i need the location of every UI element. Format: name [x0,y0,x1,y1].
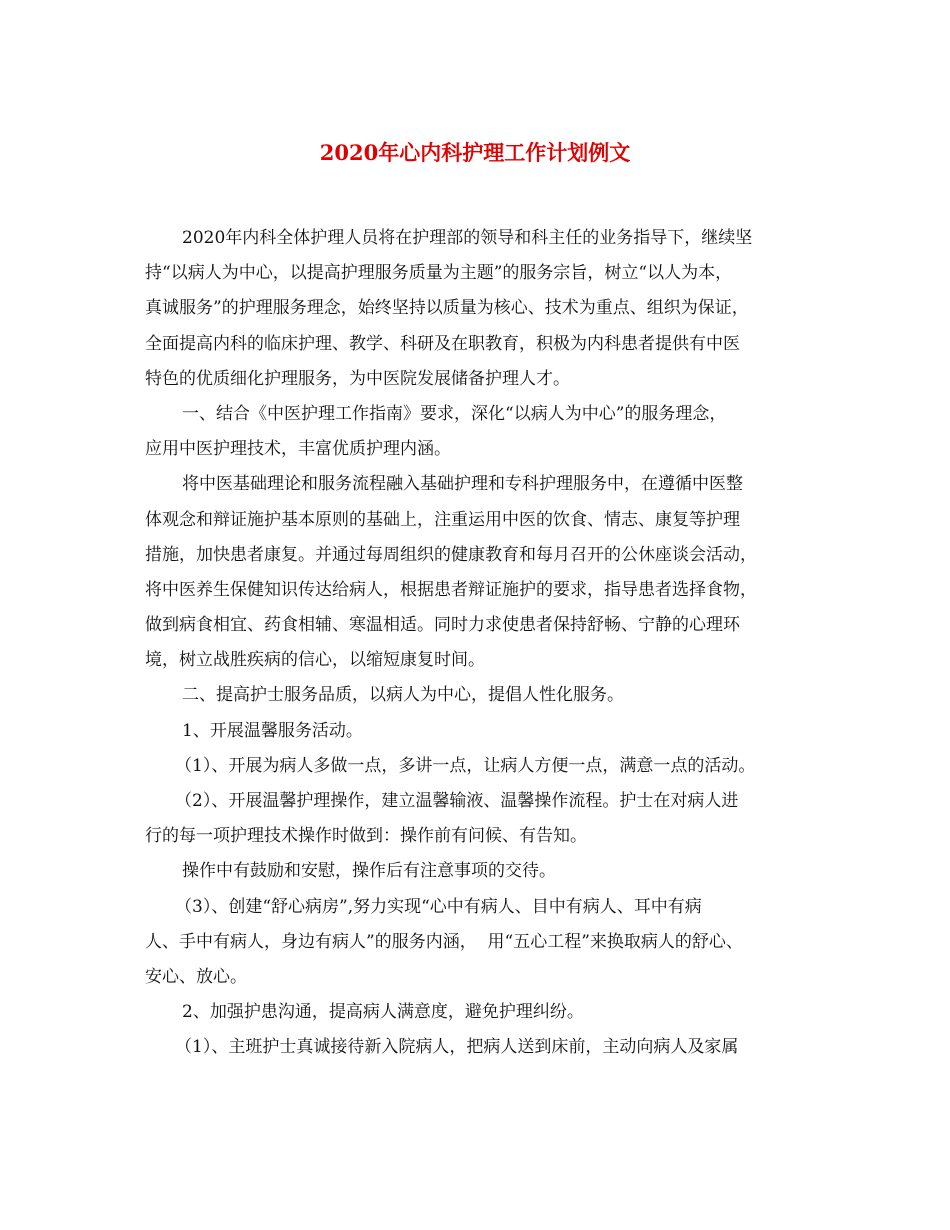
list-item-2 [145,784,815,854]
text-line: 措施，加快患者康复。并通过每周组织的健康教育和每月召开的公休座谈会活动， [145,544,757,565]
text-line: 持“以病人为中心，以提高护理服务质量为主题”的服务宗旨，树立“以人为本， [145,263,733,284]
list-item-4 [145,1030,815,1065]
paragraph-intro [145,221,815,397]
section-heading-2 [145,678,815,713]
paragraph-tcm-nursing [145,467,815,678]
text-line: 二、提高护士服务品质，以病人为中心，提倡人性化服务。 [182,685,624,706]
text-line: 真诚服务”的护理服务理念，始终坚持以质量为核心、技术为重点、组织为保证， [145,298,749,319]
text-line: 特色的优质细化护理服务，为中医院发展储备护理人才。 [145,368,570,389]
list-item-3 [145,890,815,996]
text-line: 应用中医护理技术，丰富优质护理内涵。 [145,439,451,460]
text-line: 全面提高内科的临床护理、教学、科研及在职教育，积极为内科患者提供有中医 [145,333,740,354]
text-line: 2020年内科全体护理人员将在护理部的领导和科主任的业务指导下，继续坚 [182,228,753,248]
text-line: 境，树立战胜疾病的信心，以缩短康复时间。 [145,650,485,671]
text-line: 1、开展温馨服务活动。 [182,720,363,741]
text-line: （1）、主班护士真诚接待新入院病人，把病人送到床前，主动向病人及家属 [175,1037,739,1058]
document-body [145,221,815,1066]
subsection-heading-1 [145,714,815,749]
text-line: 行的每一项护理技术操作时做到：操作前有问候、有告知。 [145,826,587,847]
text-line: 一、结合《中医护理工作指南》要求，深化“以病人为中心”的服务理念， [182,403,727,424]
text-line: 做到病食相宜、药食相辅、寒温相适。同时力求使患者保持舒畅、宁静的心理环 [145,615,740,636]
text-line: 安心、放心。 [145,966,247,987]
paragraph-operation [145,854,815,889]
text-line: （3）、创建“舒心病房”,努力实现“心中有病人、目中有病人、耳中有病 [175,896,702,917]
text-line: 将中医基础理论和服务流程融入基础护理和专科护理服务中，在遵循中医整 [182,474,743,495]
list-item-1 [145,749,815,784]
text-line: 操作中有鼓励和安慰，操作后有注意事项的交待。 [182,861,556,882]
subsection-heading-2 [145,995,815,1030]
text-line: （2）、开展温馨护理操作，建立温馨输液、温馨操作流程。护士在对病人进 [175,791,739,811]
text-line: 将中医养生保健知识传达给病人，根据患者辩证施护的要求，指导患者选择食物， [145,579,757,600]
document-title: 2020年心内科护理工作计划例文 [319,140,631,165]
text-line: （1）、开展为病人多做一点，多讲一点，让病人方便一点，满意一点的活动。 [175,755,756,776]
section-heading-1 [145,397,815,467]
text-line: 2、加强护患沟通，提高病人满意度，避免护理纠纷。 [182,1002,584,1023]
text-line: 人、手中有病人，身边有病人”的服务内涵， 用“五心工程”来换取病人的舒心、 [145,931,743,952]
text-line: 体观念和辩证施护基本原则的基础上，注重运用中医的饮食、情志、康复等护理 [145,509,740,530]
